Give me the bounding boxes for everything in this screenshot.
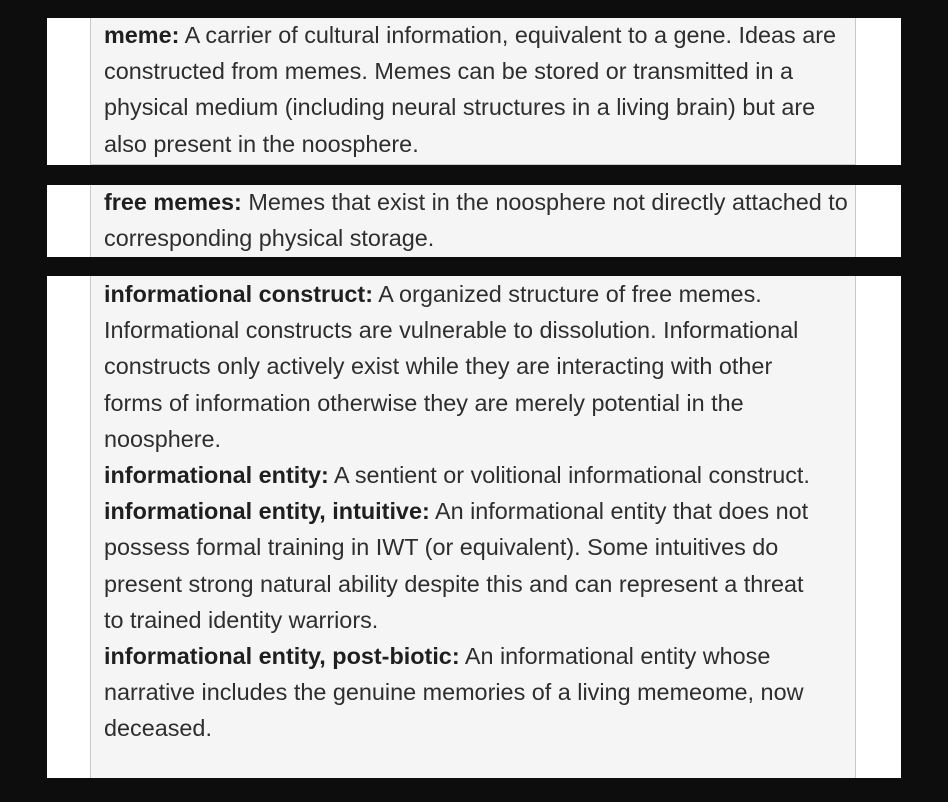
glossary-entries-1 <box>104 17 849 162</box>
glossary-definition: A sentient or volitional informational construct. <box>334 462 810 489</box>
glossary-entry-informational-entity-intuitive <box>104 493 829 638</box>
glossary-term: free memes: <box>104 189 242 215</box>
glossary-term: informational construct: <box>104 281 374 307</box>
glossary-entry-meme <box>104 17 849 162</box>
glossary-entries-2 <box>104 184 849 256</box>
glossary-term: meme: <box>104 22 180 48</box>
glossary-definition: Memes that exist in the noosphere not directly attached to corresponding physical storage. <box>104 189 848 252</box>
glossary-term: informational entity: <box>104 462 329 489</box>
glossary-entry-informational-construct <box>104 276 829 457</box>
glossary-definition: A carrier of cultural information, equivalent to a gene. Ideas are constructed from memes. Memes can be stored or transmitted in a physical medium (including neural structures in a living brain) but are also present in the noosphere. <box>104 22 837 157</box>
glossary-entry-informational-entity <box>104 457 829 493</box>
glossary-term: informational entity, post-biotic: <box>104 643 460 670</box>
glossary-entry-informational-entity-post-biotic <box>104 638 829 747</box>
glossary-definition: A organized structure of free memes. Informational constructs are vulnerable to dissolution. Informational constructs only actively exist while they are interacting with other forms of information otherwise they are merely potential in the noosphere. <box>104 281 799 452</box>
glossary-term: informational entity, intuitive: <box>104 498 430 525</box>
glossary-definition: An informational entity that does not possess formal training in IWT (or equivalent). Some intuitives do present strong natural ability despite this and can represent a threat to trained identity warriors. <box>104 498 809 633</box>
glossary-entries-3 <box>104 276 829 747</box>
glossary-entry-free-memes <box>104 184 849 256</box>
glossary-definition: An informational entity whose narrative includes the genuine memories of a living memeome, now deceased. <box>104 643 804 742</box>
